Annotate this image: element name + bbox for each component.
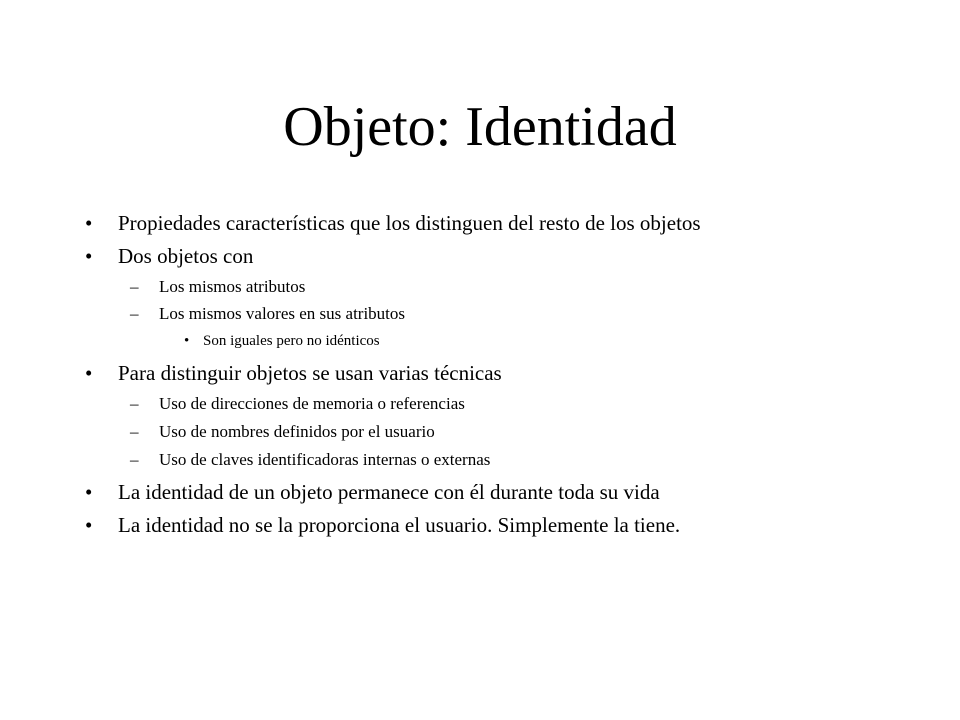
- bullet-item: Dos objetos con: [118, 244, 254, 268]
- slide-title: Objeto: Identidad: [283, 96, 677, 158]
- bullet-item: La identidad no se la proporciona el usuario. Simplemente la tiene.: [118, 513, 681, 537]
- bullet-marker: •: [85, 211, 93, 235]
- dash-marker: –: [130, 422, 139, 441]
- sub-bullet-item: Uso de claves identificadoras internas o externas: [159, 450, 491, 469]
- sub-bullet-item: Uso de nombres definidos por el usuario: [159, 422, 435, 441]
- bullet-item: Propiedades características que los distinguen del resto de los objetos: [118, 211, 701, 235]
- bullet-marker: •: [85, 244, 93, 268]
- sub-bullet-item: Los mismos valores en sus atributos: [159, 304, 406, 323]
- sub-sub-bullet-item: Son iguales pero no idénticos: [203, 333, 380, 349]
- bullet-item: Para distinguir objetos se usan varias técnicas: [118, 361, 502, 385]
- bullet-marker: •: [85, 513, 93, 537]
- bullet-item: La identidad de un objeto permanece con él durante toda su vida: [118, 480, 660, 504]
- dash-marker: –: [130, 277, 139, 296]
- sub-bullet-item: Los mismos atributos: [159, 277, 306, 296]
- dash-marker: –: [130, 304, 139, 323]
- sub-bullet-item: Uso de direcciones de memoria o referencias: [159, 394, 465, 413]
- dash-marker: –: [130, 450, 139, 469]
- bullet-marker: •: [85, 361, 93, 385]
- bullet-marker: •: [184, 333, 190, 349]
- dash-marker: –: [130, 394, 139, 413]
- bullet-marker: •: [85, 480, 93, 504]
